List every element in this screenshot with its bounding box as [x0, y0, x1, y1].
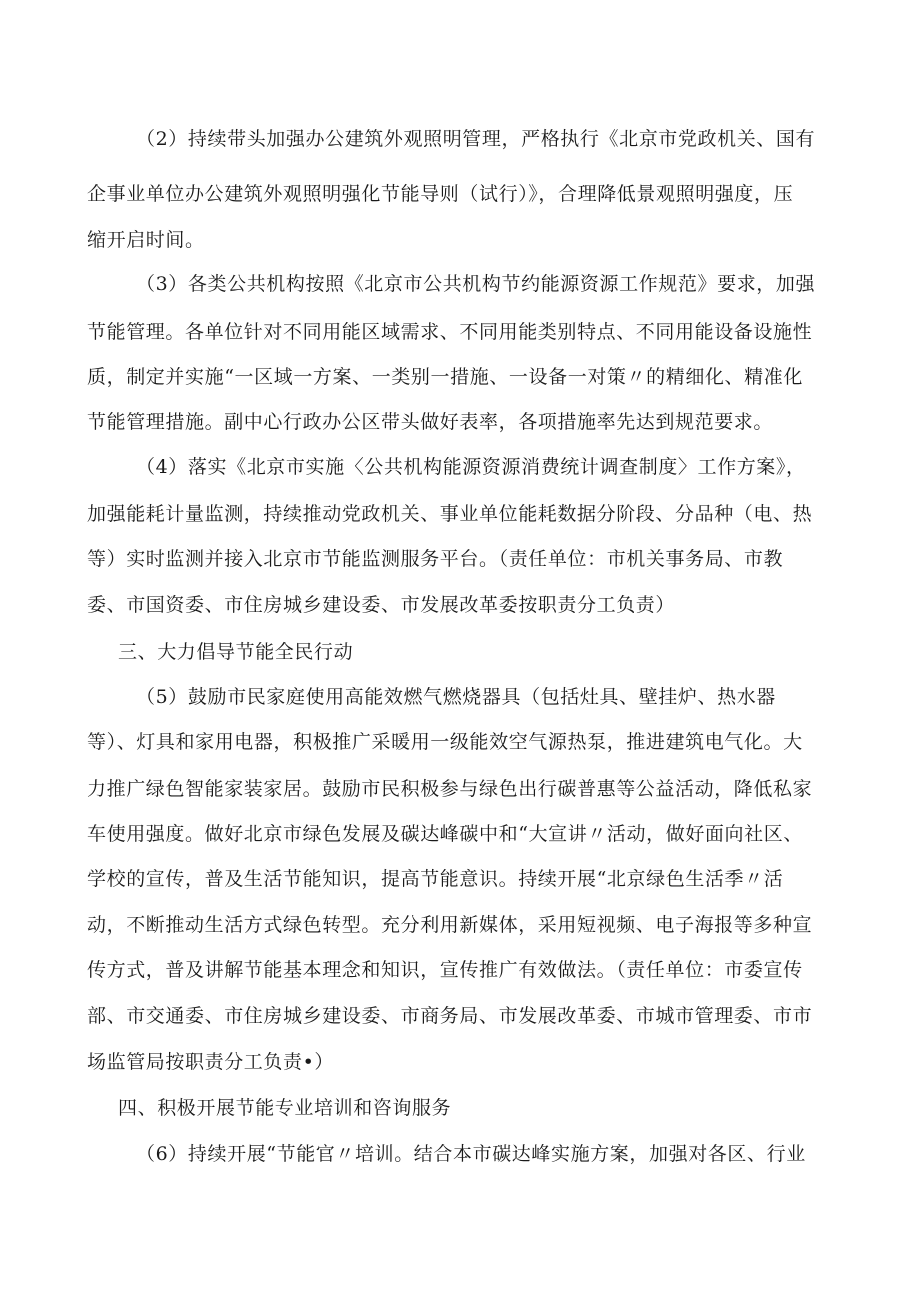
paragraph-5-line-7: 传方式，普及讲解节能基本理念和知识，宣传推广有效做法。（责任单位：市委宣传 [87, 959, 803, 981]
paragraph-5-line-9: 场监管局按职责分工负责•） [87, 1051, 335, 1073]
paragraph-3-line-4: 节能管理措施。副中心行政办公区带头做好表率，各项措施率先达到规范要求。 [87, 411, 774, 433]
paragraph-2-line-1: （2）持续带头加强办公建筑外观照明管理，严格执行《北京市党政机关、国有 [136, 128, 816, 150]
section-heading-4: 四、积极开展节能专业培训和咨询服务 [118, 1097, 452, 1119]
paragraph-4-line-4: 委、市国资委、市住房城乡建设委、市发展改革委按职责分工负责） [87, 594, 676, 616]
paragraph-5-line-6: 动，不断推动生活方式绿色转型。充分利用新媒体，采用短视频、电子海报等多种宣 [87, 914, 813, 936]
paragraph-4-line-1: （4）落实《北京市实施〈公共机构能源资源消费统计调查制度〉工作方案》， [136, 456, 806, 478]
paragraph-6-line-1: （6）持续开展“节能官〃培训。结合本市碳达峰实施方案，加强对各区、行业 [136, 1143, 806, 1165]
paragraph-3-line-3: 质，制定并实施“一区域一方案、一类别一措施、一设备一对策〃的精细化、精准化 [87, 366, 803, 388]
paragraph-2-line-2: 企事业单位办公建筑外观照明强化节能导则（试行）》，合理降低景观照明强度，压 [87, 183, 794, 205]
paragraph-4-line-3: 等）实时监测并接入北京市节能监测服务平台。（责任单位：市机关事务局、市教 [87, 548, 784, 570]
paragraph-5-line-8: 部、市交通委、市住房城乡建设委、市商务局、市发展改革委、市城市管理委、市市 [87, 1005, 813, 1027]
paragraph-2-line-3: 缩开启时间。 [87, 229, 205, 251]
paragraph-5-line-2: 等）、灯具和家用电器，积极推广采暖用一级能效空气源热泵，推进建筑电气化。大 [87, 731, 803, 753]
paragraph-3-line-1: （3）各类公共机构按照《北京市公共机构节约能源资源工作规范》要求，加强 [136, 273, 816, 295]
paragraph-3-line-2: 节能管理。各单位针对不同用能区域需求、不同用能类别特点、不同用能设备设施性 [87, 321, 813, 343]
section-heading-3: 三、大力倡导节能全民行动 [118, 641, 354, 663]
paragraph-5-line-1: （5）鼓励市民家庭使用高能效燃气燃烧器具（包括灶具、壁挂炉、热水器 [136, 686, 776, 708]
paragraph-4-line-2: 加强能耗计量监测，持续推动党政机关、事业单位能耗数据分阶段、分品种（电、热 [87, 503, 813, 525]
paragraph-5-line-5: 学校的宣传，普及生活节能知识，提高节能意识。持续开展“北京绿色生活季〃活 [87, 868, 784, 890]
paragraph-5-line-3: 力推广绿色智能家装家居。鼓励市民积极参与绿色出行碳普惠等公益活动，降低私家 [87, 778, 813, 800]
paragraph-5-line-4: 车使用强度。做好北京市绿色发展及碳达峰碳中和“大宣讲〃活动，做好面向社区、 [87, 823, 803, 845]
